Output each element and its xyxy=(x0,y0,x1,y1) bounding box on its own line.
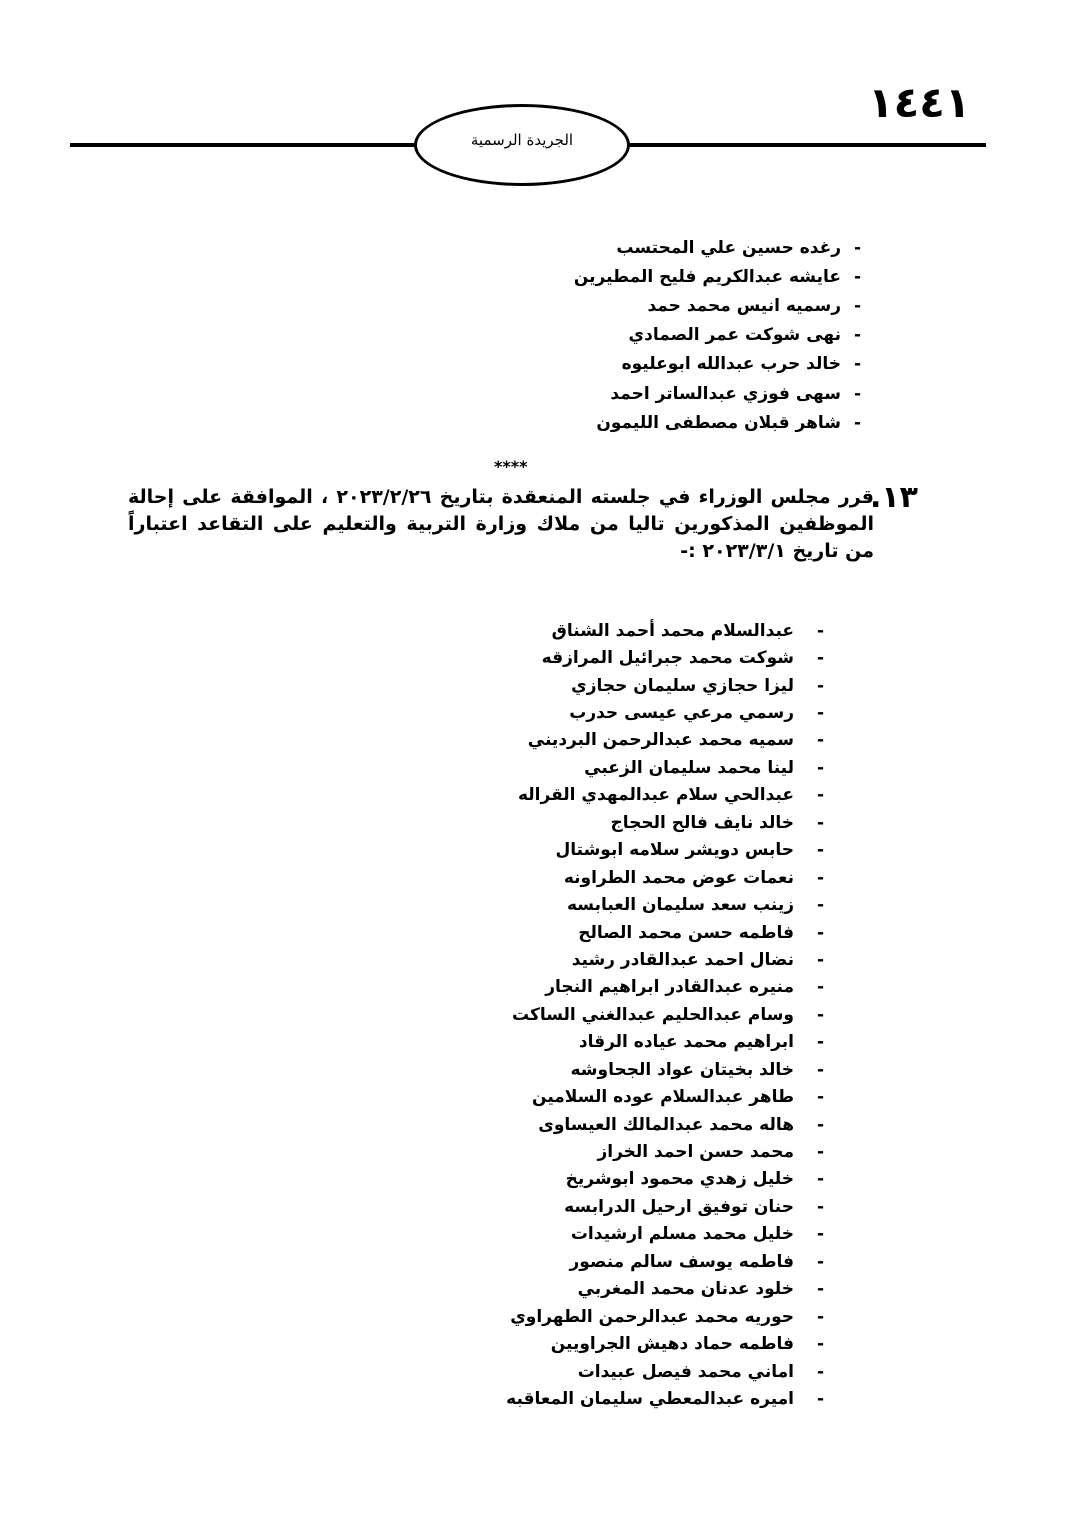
list-item xyxy=(494,1385,824,1412)
gazette-title-oval xyxy=(414,104,630,186)
list-item-name: عايشه عبدالكريم فليح المطيرين xyxy=(573,266,841,287)
list-item xyxy=(494,1083,824,1110)
list-item-name: ابراهيم محمد عياده الرقاد xyxy=(578,1032,794,1053)
list-dash: - xyxy=(816,1334,824,1355)
list-item-name: زينب سعد سليمان العبابسه xyxy=(566,895,794,916)
list-item-name: فاطمه يوسف سالم منصور xyxy=(569,1251,794,1272)
list-dash: - xyxy=(816,675,824,696)
list-dash: - xyxy=(853,325,861,346)
list-item-name: رسمي مرعي عيسى حدرب xyxy=(569,703,794,724)
list-item-name: نعمات عوض محمد الطراونه xyxy=(563,867,794,888)
list-dash: - xyxy=(816,1224,824,1245)
list-item xyxy=(494,1303,824,1330)
list-dash: - xyxy=(816,730,824,751)
list-item xyxy=(561,350,861,379)
list-dash: - xyxy=(816,1196,824,1217)
list-item-name: حابس دويشر سلامه ابوشتال xyxy=(555,840,794,861)
list-item-name: عبدالحي سلام عبدالمهدي القراله xyxy=(517,785,794,806)
list-item xyxy=(494,699,824,726)
page-number: ١٤٤١ xyxy=(868,78,971,127)
list-item xyxy=(494,727,824,754)
list-item xyxy=(494,1056,824,1083)
list-dash: - xyxy=(816,1032,824,1053)
list-dash: - xyxy=(816,895,824,916)
list-dash: - xyxy=(816,840,824,861)
list-item-name: خالد بخيتان عواد الجحاوشه xyxy=(570,1059,794,1080)
list-dash: - xyxy=(853,295,861,316)
list-item xyxy=(494,1029,824,1056)
list-item-name: حنان توفيق ارحيل الدرابسه xyxy=(564,1196,794,1217)
list-item-name: منيره عبدالقادر ابراهيم النجار xyxy=(545,977,794,998)
list-item xyxy=(494,672,824,699)
list-item xyxy=(494,782,824,809)
list-item xyxy=(494,1111,824,1138)
resolution-text: قرر مجلس الوزراء في جلسته المنعقدة بتاريخ ٢٠٢٣/٢/٢٦ ، الموافقة على إحالة الموظفين المذكورين تاليا من ملاك وزارة التربية والتعليم على التقاعد اعتباراً من تاريخ ٢٠٢٣/٣/١ :- xyxy=(128,486,874,562)
list-item xyxy=(494,644,824,671)
retirees-list xyxy=(494,617,824,1413)
section-separator: **** xyxy=(494,457,528,476)
list-item xyxy=(561,262,861,291)
list-dash: - xyxy=(816,757,824,778)
list-dash: - xyxy=(816,812,824,833)
list-item-name: شاهر قبلان مصطفى الليمون xyxy=(596,412,841,433)
list-item-name: سميه محمد عبدالرحمن البرديني xyxy=(527,730,794,751)
list-item-name: اميره عبدالمعطي سليمان المعاقبه xyxy=(506,1388,794,1409)
list-dash: - xyxy=(816,1279,824,1300)
list-item-name: خالد حرب عبدالله ابوعليوه xyxy=(621,354,841,375)
list-dash: - xyxy=(853,412,861,433)
list-dash: - xyxy=(816,648,824,669)
list-item xyxy=(494,864,824,891)
list-item xyxy=(561,321,861,350)
list-item-name: خلود عدنان محمد المغربي xyxy=(577,1279,794,1300)
list-item-name: نضال احمد عبدالقادر رشيد xyxy=(571,949,794,970)
list-item xyxy=(494,837,824,864)
list-dash: - xyxy=(816,1388,824,1409)
list-dash: - xyxy=(816,977,824,998)
list-item xyxy=(494,946,824,973)
list-dash: - xyxy=(816,867,824,888)
list-item-name: خليل محمد مسلم ارشيدات xyxy=(570,1224,794,1245)
gazette-title: الجريدة الرسمية xyxy=(470,131,574,149)
list-dash: - xyxy=(853,237,861,258)
list-item xyxy=(494,891,824,918)
list-item xyxy=(494,1138,824,1165)
list-item-name: وسام عبدالحليم عبدالغني الساكت xyxy=(511,1004,794,1025)
list-dash: - xyxy=(816,1361,824,1382)
list-item-name: عبدالسلام محمد أحمد الشناق xyxy=(551,620,794,641)
list-dash: - xyxy=(816,1306,824,1327)
list-item xyxy=(494,1221,824,1248)
list-item xyxy=(494,809,824,836)
list-dash: - xyxy=(816,1114,824,1135)
list-item-name: اماني محمد فيصل عبيدات xyxy=(577,1361,794,1382)
list-item-name: فاطمه حسن محمد الصالح xyxy=(578,922,794,943)
list-dash: - xyxy=(816,785,824,806)
list-item xyxy=(561,291,861,320)
list-item xyxy=(494,617,824,644)
list-dash: - xyxy=(816,922,824,943)
list-item-name: ليزا حجازي سليمان حجازي xyxy=(571,675,794,696)
list-item xyxy=(494,974,824,1001)
list-item-name: رغده حسين علي المحتسب xyxy=(616,237,841,258)
list-item xyxy=(494,1166,824,1193)
list-item xyxy=(494,919,824,946)
list-item-name: محمد حسن احمد الخراز xyxy=(597,1142,794,1163)
list-item xyxy=(494,754,824,781)
list-item-name: خالد نايف فالح الحجاج xyxy=(610,812,794,833)
list-dash: - xyxy=(816,1251,824,1272)
list-item-name: هاله محمد عبدالمالك العيساوى xyxy=(538,1114,794,1135)
list-item xyxy=(494,1001,824,1028)
names-list-continued xyxy=(561,233,861,437)
list-dash: - xyxy=(853,354,861,375)
list-item xyxy=(494,1358,824,1385)
list-item-name: حوريه محمد عبدالرحمن الطهراوي xyxy=(510,1306,794,1327)
list-item xyxy=(494,1276,824,1303)
list-item xyxy=(494,1330,824,1357)
resolution-number: ١٣. xyxy=(869,480,918,515)
list-dash: - xyxy=(816,1087,824,1108)
list-item xyxy=(561,379,861,408)
list-item-name: لينا محمد سليمان الزعبي xyxy=(584,757,794,778)
list-dash: - xyxy=(816,1169,824,1190)
list-item-name: فاطمه حماد دهيش الجراويين xyxy=(550,1334,794,1355)
list-dash: - xyxy=(816,1142,824,1163)
list-dash: - xyxy=(816,1059,824,1080)
list-item-name: سهى فوزي عبدالساتر احمد xyxy=(610,383,841,404)
list-item xyxy=(561,408,861,437)
list-dash: - xyxy=(816,949,824,970)
list-dash: - xyxy=(853,383,861,404)
list-item-name: خليل زهدي محمود ابوشريخ xyxy=(565,1169,794,1190)
list-item xyxy=(494,1248,824,1275)
list-dash: - xyxy=(816,620,824,641)
list-dash: - xyxy=(816,703,824,724)
list-dash: - xyxy=(816,1004,824,1025)
list-item-name: طاهر عبدالسلام عوده السلامين xyxy=(532,1087,794,1108)
list-item xyxy=(494,1193,824,1220)
list-item xyxy=(561,233,861,262)
list-item-name: نهى شوكت عمر الصمادي xyxy=(628,325,841,346)
list-item-name: رسميه انيس محمد حمد xyxy=(647,295,841,316)
list-dash: - xyxy=(853,266,861,287)
list-item-name: شوكت محمد جبرائيل المرازقه xyxy=(541,648,794,669)
